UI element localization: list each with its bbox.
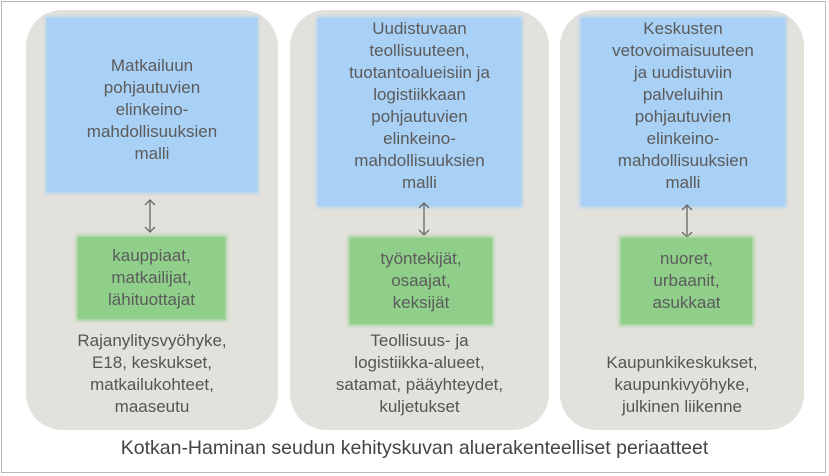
centres-areas-text: Kaupunkikeskukset, kaupunkivyöhyke, julkinen liikenne [606,353,758,416]
tourism-model-box: Matkailuun pohjautuvien elinkeino- mahdollisuuksien malli [47,18,257,192]
double-arrow-icon [679,203,695,239]
industry-areas-text: Teollisuus- ja logistiikka-alueet, satamat, pääyhteydet, kuljetukset [335,331,504,416]
industry-actors-box: työntekijät, osaajat, keksijät [350,238,492,324]
tourism-actors-box: kauppiaat, matkailijat, lähituottajat [78,237,225,319]
centres-model-box: Keskusten vetovoimaisuuteen ja uudistuviin palveluihin pohjautuvien elinkeino- mahdollisuuksien malli [581,18,785,206]
double-arrow-icon [416,201,432,237]
diagram-title: Kotkan-Haminan seudun kehityskuvan aluerakenteelliset periaatteet [120,437,709,459]
double-arrow-icon [142,198,158,234]
industry-model-box: Uudistuvaan teollisuuteen, tuotantoalueisiin ja logistiikkaan pohjautuvien elinkeino- mahdollisuuksien malli [318,18,521,206]
centres-actors-box: nuoret, urbaanit, asukkaat [621,238,752,324]
tourism-areas-text: Rajanylitysvyöhyke, E18, keskukset, matkailukohteet, maaseutu [77,331,227,416]
